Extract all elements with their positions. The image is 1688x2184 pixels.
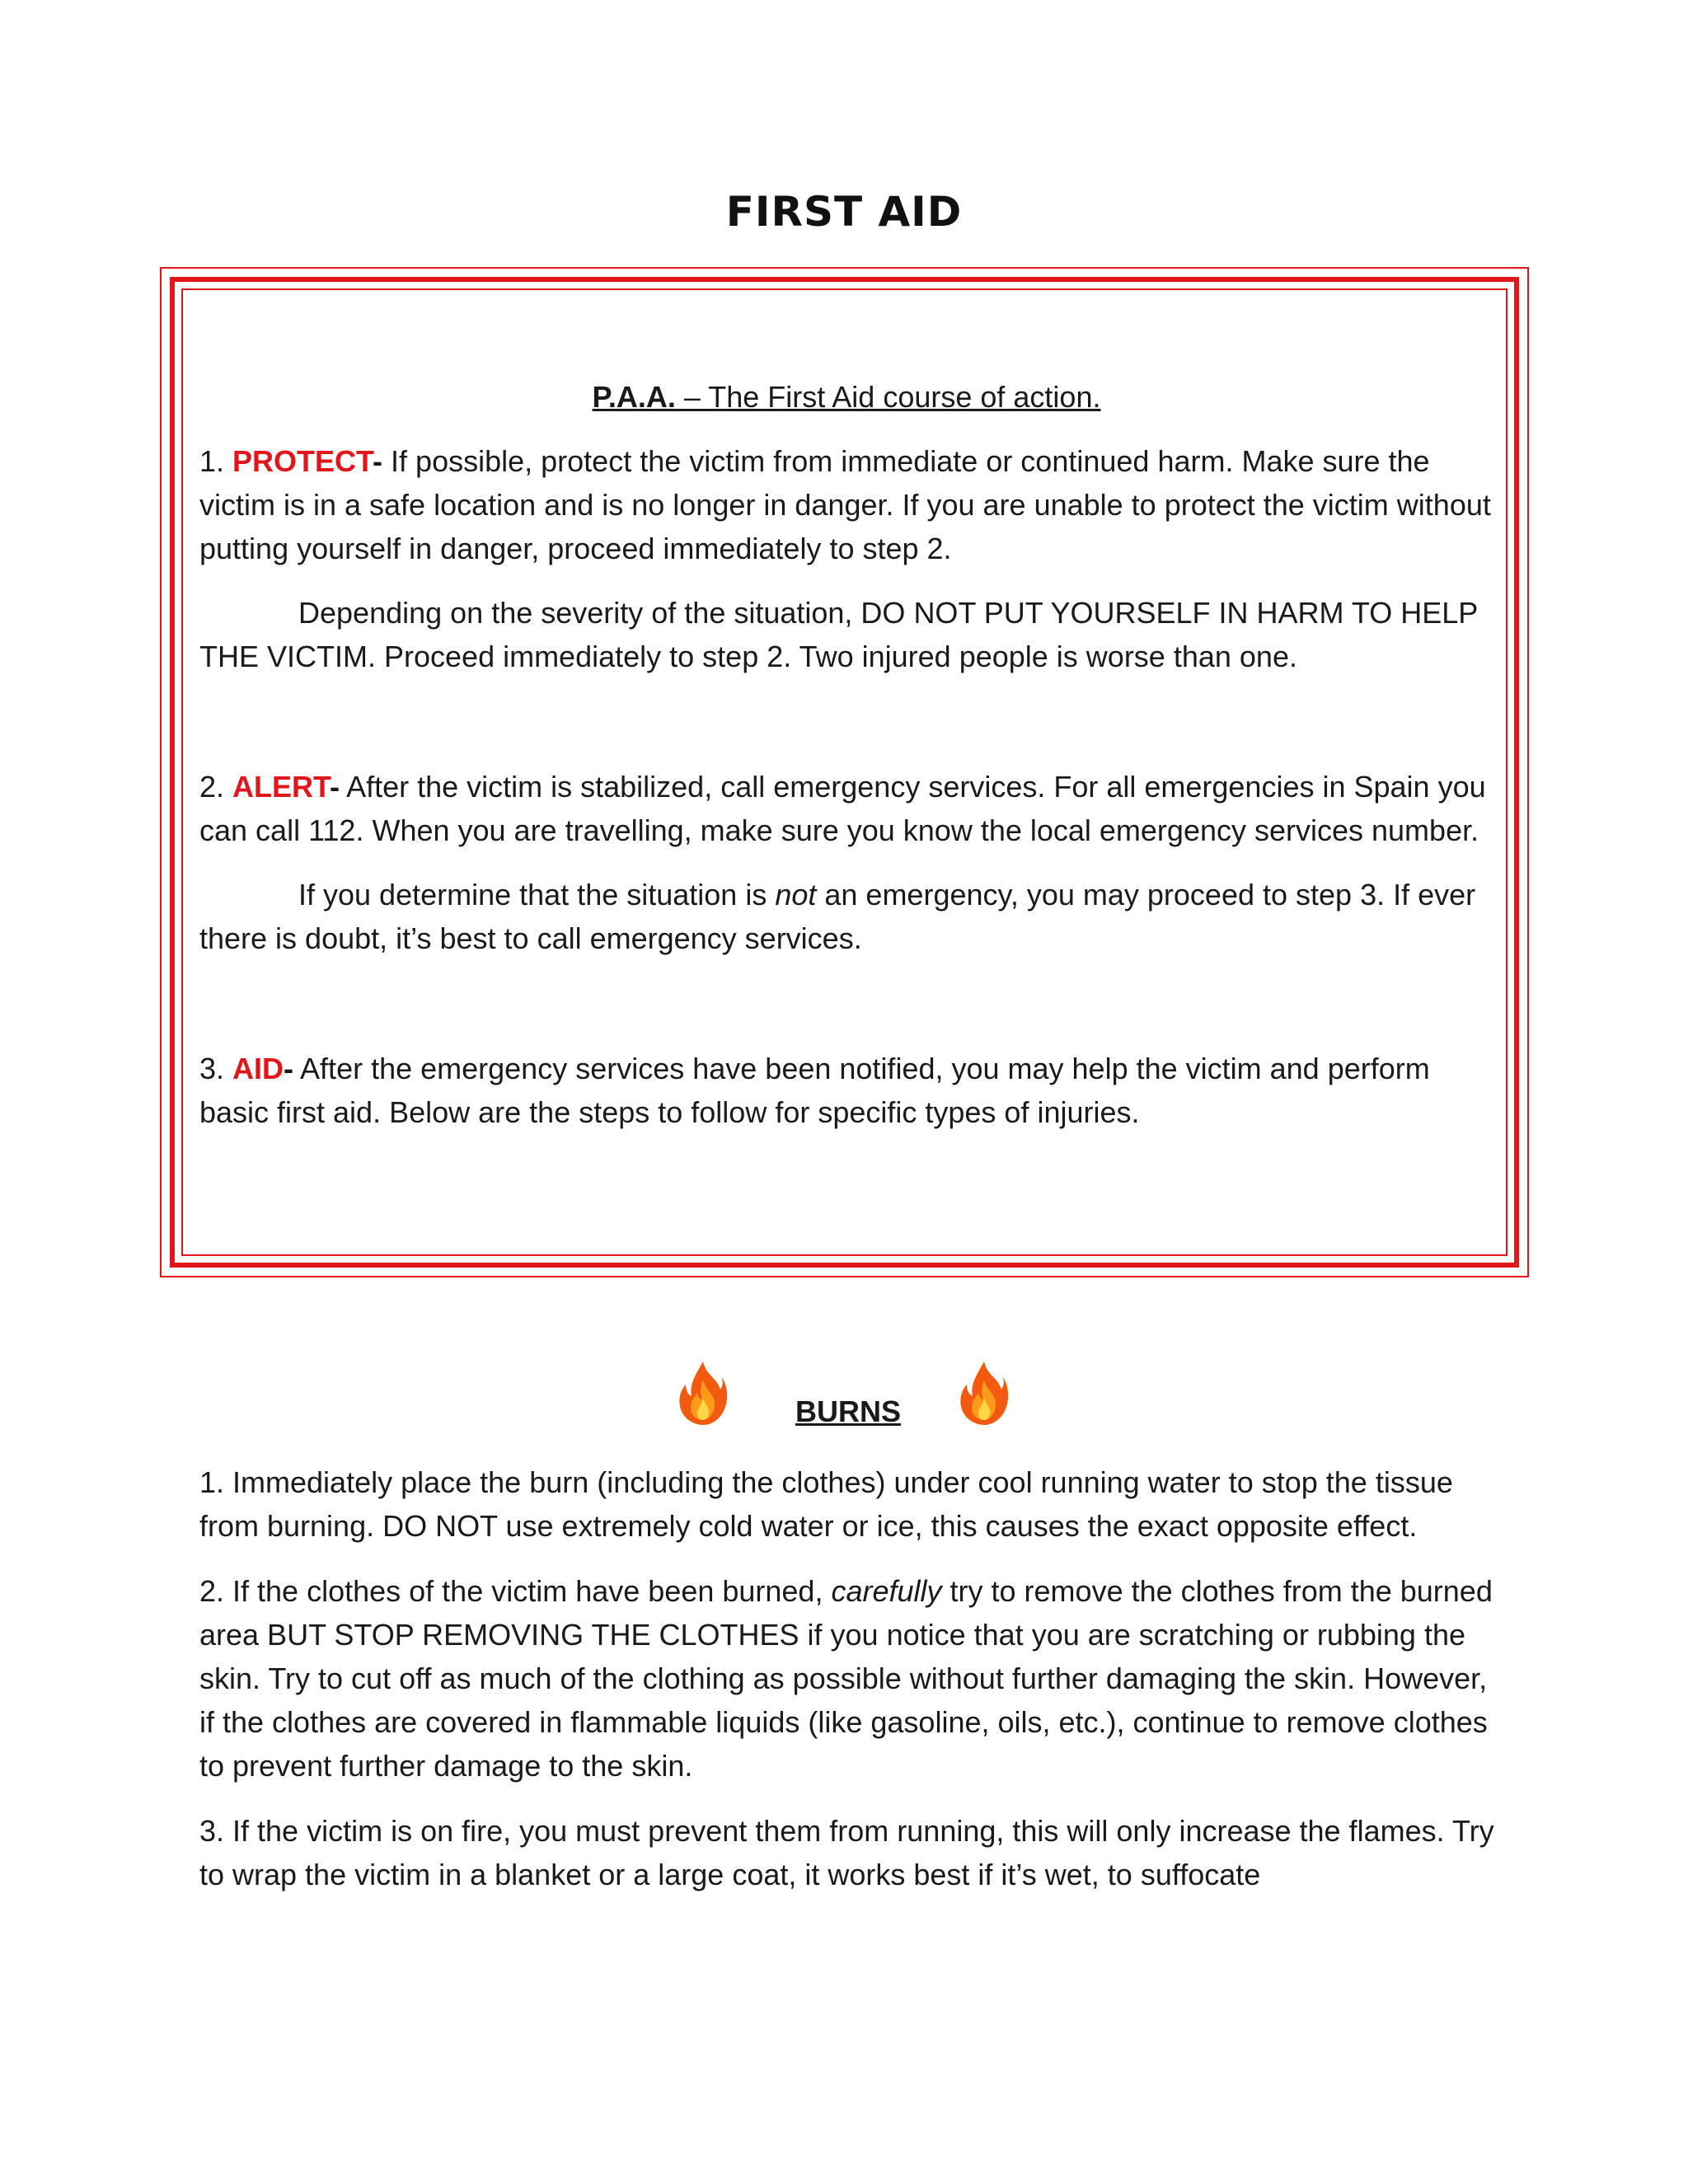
step-dash: - [284, 1052, 294, 1085]
step-aid [199, 1047, 1493, 1134]
note-emphasis: not [775, 878, 817, 912]
page-title: FIRST AID [725, 188, 963, 236]
burns-header [0, 1360, 1688, 1442]
step-alert-note [199, 873, 1493, 960]
note-text: an emergency, you may proceed to step 3. If ever there is doubt, it’s best to call emergency services. [199, 878, 1476, 955]
note-text: If you determine that the situation is [298, 878, 776, 912]
step-text: After the victim is stabilized, call emergency services. For all emergencies in Spain you can call 112. When you are travelling, make sure you know the local emergency services number. [199, 770, 1486, 847]
paa-box [199, 375, 1493, 1134]
step-keyword-aid: AID [232, 1052, 284, 1085]
step-number: 2. [199, 770, 233, 804]
step-protect-note: Depending on the severity of the situation, DO NOT PUT YOURSELF IN HARM TO HELP THE VICTIM. Proceed immediately to step 2. Two injured people is worse than one. [199, 596, 1478, 673]
step-alert [199, 765, 1493, 852]
fire-icon [959, 1360, 1010, 1426]
paa-heading-acronym: P.A.A. [592, 380, 676, 414]
step-text: After the emergency services have been notified, you may help the victim and perform basic first aid. Below are the steps to follow for specific types of injuries. [199, 1052, 1430, 1129]
step-text: If possible, protect the victim from immediate or continued harm. Make sure the victim is in a safe location and is no longer in danger. If you are unable to protect the victim without putting yourself in danger, proceed immediately to step 2. [199, 444, 1491, 565]
item-text: 2. If the clothes of the victim have been burned, [199, 1574, 832, 1608]
item-text: try to remove the clothes from the burned area BUT STOP REMOVING THE CLOTHES if you notice that you are scratching or rubbing the skin. Try to cut off as much of the clothing as possible without further damaging the skin. However, if the clothes are covered in flammable liquids (like gasoline, oils, etc.), continue to remove clothes to prevent further damage to the skin. [199, 1574, 1493, 1783]
step-dash: - [373, 444, 383, 478]
list-item [199, 1569, 1502, 1788]
step-keyword-protect: PROTECT [232, 444, 373, 478]
step-number: 3. [199, 1052, 233, 1085]
burns-list [199, 1460, 1502, 1896]
step-keyword-alert: ALERT [232, 770, 331, 804]
step-number: 1. [199, 444, 233, 478]
paa-heading-text: – The First Aid course of action. [675, 380, 1101, 414]
list-item: 3. If the victim is on fire, you must prevent them from running, this will only increase the flames. Try to wrap the victim in a blanket or a large coat, it works best if it’s wet, to suffocate [199, 1814, 1494, 1891]
step-dash: - [330, 770, 340, 804]
item-emphasis: carefully [831, 1574, 942, 1608]
list-item: 1. Immediately place the burn (including the clothes) under cool running water to stop the tissue from burning. DO NOT use extremely cold water or ice, this causes the exact opposite effect. [199, 1465, 1453, 1543]
burns-title: BURNS [795, 1394, 901, 1428]
step-protect [199, 439, 1493, 570]
paa-heading [199, 375, 1493, 419]
